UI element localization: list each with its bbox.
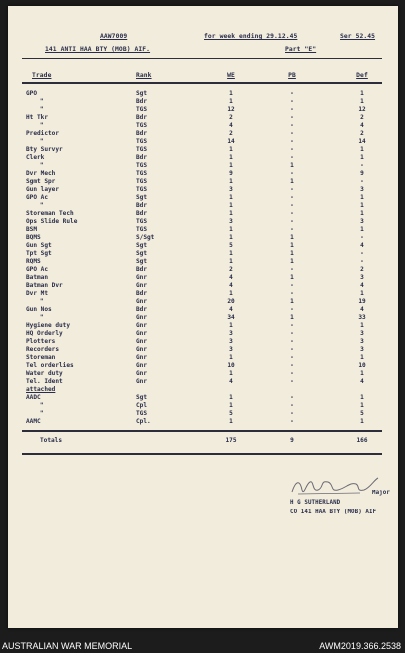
row-pb: -: [290, 170, 294, 177]
row-pb: -: [290, 226, 294, 233]
row-we: 9: [229, 170, 233, 177]
row-rank: Cpl: [136, 402, 148, 409]
row-pb: -: [290, 98, 294, 105]
row-trade: ": [40, 402, 44, 409]
totals-def: 166: [356, 437, 368, 444]
row-pb: -: [290, 266, 294, 273]
row-pb: -: [290, 210, 294, 217]
row-rank: Cpl.: [136, 418, 151, 425]
row-we: 2: [229, 266, 233, 273]
archive-footer: [0, 639, 405, 653]
row-trade: Clerk: [26, 154, 45, 161]
row-trade: ": [40, 410, 44, 417]
row-def: 1: [360, 226, 364, 233]
row-def: 33: [358, 314, 366, 321]
row-def: 1: [360, 146, 364, 153]
row-def: 1: [360, 370, 364, 377]
row-pb: 1: [290, 258, 294, 265]
row-pb: -: [290, 322, 294, 329]
row-rank: Sgt: [136, 242, 148, 249]
column-trade: Trade: [32, 72, 52, 79]
row-pb: -: [290, 394, 294, 401]
table-row: [8, 314, 398, 321]
row-def: 1: [360, 354, 364, 361]
table-row: [8, 402, 398, 409]
table-row: [8, 410, 398, 417]
row-we: 1: [229, 210, 233, 217]
table-row: [8, 258, 398, 265]
row-trade: Bty Survyr: [26, 146, 63, 153]
row-trade: Sgmt Spr: [26, 178, 56, 185]
row-we: 5: [229, 242, 233, 249]
table-row: [8, 122, 398, 129]
row-pb: -: [290, 290, 294, 297]
row-pb: -: [290, 338, 294, 345]
row-we: 1: [229, 322, 233, 329]
row-def: 2: [360, 130, 364, 137]
row-def: 4: [360, 122, 364, 129]
row-rank: Bdr: [136, 98, 148, 105]
row-pb: 1: [290, 314, 294, 321]
row-rank: Bdr: [136, 210, 148, 217]
table-row: [8, 362, 398, 369]
column-rank: Rank: [136, 72, 152, 79]
row-rank: Sgt: [136, 90, 148, 97]
row-trade: HQ Orderly: [26, 330, 63, 337]
table-row: [8, 130, 398, 137]
row-rank: Gnr: [136, 298, 148, 305]
row-def: 1: [360, 202, 364, 209]
table-row: [8, 290, 398, 297]
row-we: 4: [229, 306, 233, 313]
row-pb: -: [290, 418, 294, 425]
serial-number: Ser 52.45: [340, 33, 376, 40]
row-rank: Bdr: [136, 130, 148, 137]
table-row: [8, 218, 398, 225]
row-def: 1: [360, 394, 364, 401]
row-we: 1: [229, 418, 233, 425]
footer-accession: AWM2019.366.2538: [319, 641, 401, 651]
row-rank: Gnr: [136, 282, 148, 289]
row-trade: GPO: [26, 90, 38, 97]
header-rule: [22, 58, 382, 59]
document-page: [8, 6, 398, 628]
table-row: [8, 114, 398, 121]
row-we: 1: [229, 202, 233, 209]
table-row: [8, 338, 398, 345]
row-def: 3: [360, 330, 364, 337]
table-row: [8, 226, 398, 233]
row-we: 3: [229, 346, 233, 353]
row-trade: ": [40, 106, 44, 113]
row-we: 1: [229, 234, 233, 241]
row-def: 12: [358, 106, 366, 113]
row-rank: TGS: [136, 410, 148, 417]
week-ending: for week ending 29.12.45: [204, 33, 298, 40]
row-def: 4: [360, 306, 364, 313]
row-rank: Sgt: [136, 194, 148, 201]
totals-pb: 9: [290, 437, 294, 444]
row-trade: Water duty: [26, 370, 63, 377]
totals-row: [8, 437, 398, 444]
row-def: 1: [360, 290, 364, 297]
row-pb: -: [290, 378, 294, 385]
row-trade: ": [40, 162, 44, 169]
totals-we: 175: [225, 437, 237, 444]
row-trade: attached: [26, 386, 56, 393]
table-row: [8, 242, 398, 249]
row-pb: -: [290, 306, 294, 313]
row-pb: -: [290, 186, 294, 193]
column-we: WE: [227, 72, 235, 79]
row-pb: -: [290, 282, 294, 289]
row-trade: ": [40, 298, 44, 305]
row-def: 3: [360, 186, 364, 193]
row-trade: Batman Dvr: [26, 282, 63, 289]
row-pb: -: [290, 122, 294, 129]
row-we: 1: [229, 98, 233, 105]
footer-institution: AUSTRALIAN WAR MEMORIAL: [2, 641, 133, 651]
row-pb: 1: [290, 250, 294, 257]
row-def: -: [360, 250, 364, 257]
table-row: [8, 418, 398, 425]
row-we: 4: [229, 274, 233, 281]
row-rank: Gnr: [136, 378, 148, 385]
totals-bottom-rule: [22, 453, 382, 455]
row-pb: -: [290, 154, 294, 161]
row-def: 4: [360, 282, 364, 289]
row-pb: -: [290, 138, 294, 145]
table-row: [8, 346, 398, 353]
row-pb: 1: [290, 234, 294, 241]
row-trade: Tel orderlies: [26, 362, 74, 369]
row-rank: Bdr: [136, 154, 148, 161]
table-row: [8, 90, 398, 97]
row-def: 2: [360, 114, 364, 121]
row-trade: Hygiene duty: [26, 322, 71, 329]
table-row: [8, 194, 398, 201]
row-we: 1: [229, 290, 233, 297]
row-rank: TGS: [136, 138, 148, 145]
row-we: 1: [229, 226, 233, 233]
row-we: 1: [229, 178, 233, 185]
row-rank: TGS: [136, 122, 148, 129]
table-row: [8, 378, 398, 385]
row-we: 3: [229, 330, 233, 337]
row-rank: TGS: [136, 170, 148, 177]
row-trade: Gun Sgt: [26, 242, 52, 249]
row-pb: -: [290, 194, 294, 201]
row-pb: -: [290, 90, 294, 97]
table-row: [8, 354, 398, 361]
row-def: 1: [360, 98, 364, 105]
totals-label: Totals: [40, 437, 63, 444]
row-pb: -: [290, 354, 294, 361]
row-pb: -: [290, 218, 294, 225]
row-pb: 1: [290, 178, 294, 185]
row-trade: BSM: [26, 226, 38, 233]
row-pb: 1: [290, 298, 294, 305]
row-pb: 1: [290, 274, 294, 281]
row-trade: ": [40, 314, 44, 321]
row-trade: Recorders: [26, 346, 60, 353]
row-rank: Bdr: [136, 202, 148, 209]
table-row: [8, 234, 398, 241]
row-def: 1: [360, 90, 364, 97]
row-we: 1: [229, 154, 233, 161]
row-trade: ": [40, 122, 44, 129]
row-def: 1: [360, 322, 364, 329]
row-trade: BQMS: [26, 234, 41, 241]
row-rank: Gnr: [136, 346, 148, 353]
table-row: [8, 178, 398, 185]
row-def: -: [360, 178, 364, 185]
row-def: 1: [360, 210, 364, 217]
row-trade: Tpt Sgt: [26, 250, 52, 257]
row-def: 3: [360, 218, 364, 225]
row-trade: Predictor: [26, 130, 60, 137]
row-trade: Gun Nos: [26, 306, 52, 313]
table-row: [8, 274, 398, 281]
row-trade: Storeman Tech: [26, 210, 74, 217]
row-def: 14: [358, 138, 366, 145]
row-we: 2: [229, 114, 233, 121]
part-label: Part "E": [285, 46, 317, 53]
row-pb: -: [290, 330, 294, 337]
row-rank: TGS: [136, 178, 148, 185]
row-rank: Bdr: [136, 290, 148, 297]
row-rank: Bdr: [136, 114, 148, 121]
row-we: 2: [229, 130, 233, 137]
row-we: 1: [229, 370, 233, 377]
row-def: 3: [360, 274, 364, 281]
row-we: 12: [227, 106, 235, 113]
table-row: [8, 386, 398, 393]
row-trade: Tel. Ident: [26, 378, 63, 385]
row-trade: Batman: [26, 274, 49, 281]
table-row: [8, 322, 398, 329]
row-rank: TGS: [136, 162, 148, 169]
row-we: 3: [229, 186, 233, 193]
row-rank: TGS: [136, 218, 148, 225]
row-trade: Plotters: [26, 338, 56, 345]
row-we: 1: [229, 354, 233, 361]
row-def: 1: [360, 194, 364, 201]
row-rank: Gnr: [136, 370, 148, 377]
row-def: 4: [360, 242, 364, 249]
row-trade: Dvr Mech: [26, 170, 56, 177]
row-trade: ": [40, 98, 44, 105]
signatory-name: H G SUTHERLAND: [290, 500, 341, 506]
row-we: 14: [227, 138, 235, 145]
row-we: 10: [227, 362, 235, 369]
row-rank: Sgt: [136, 258, 148, 265]
row-rank: TGS: [136, 226, 148, 233]
row-we: 1: [229, 402, 233, 409]
totals-top-rule: [22, 430, 382, 432]
row-we: 1: [229, 394, 233, 401]
row-trade: Dvr Mt: [26, 290, 49, 297]
row-def: 1: [360, 402, 364, 409]
row-rank: Gnr: [136, 354, 148, 361]
row-we: 1: [229, 162, 233, 169]
table-row: [8, 146, 398, 153]
table-row: [8, 154, 398, 161]
row-we: 20: [227, 298, 235, 305]
table-row: [8, 98, 398, 105]
row-rank: Gnr: [136, 330, 148, 337]
row-pb: -: [290, 346, 294, 353]
row-pb: -: [290, 146, 294, 153]
row-rank: Gnr: [136, 314, 148, 321]
row-rank: TGS: [136, 106, 148, 113]
row-we: 4: [229, 378, 233, 385]
document-ref: AAW7009: [100, 33, 128, 40]
row-def: 5: [360, 410, 364, 417]
row-we: 3: [229, 338, 233, 345]
row-def: 9: [360, 170, 364, 177]
table-row: [8, 370, 398, 377]
row-we: 4: [229, 282, 233, 289]
row-rank: TGS: [136, 186, 148, 193]
row-def: 1: [360, 418, 364, 425]
row-rank: Gnr: [136, 274, 148, 281]
row-trade: Storeman: [26, 354, 56, 361]
table-row: [8, 394, 398, 401]
row-we: 3: [229, 218, 233, 225]
row-we: 1: [229, 250, 233, 257]
row-rank: S/Sgt: [136, 234, 155, 241]
row-pb: -: [290, 410, 294, 417]
row-trade: Ops Slide Rule: [26, 218, 78, 225]
row-trade: GPO Ac: [26, 194, 49, 201]
row-pb: -: [290, 130, 294, 137]
row-we: 1: [229, 146, 233, 153]
row-rank: Sgt: [136, 394, 148, 401]
row-def: -: [360, 234, 364, 241]
table-row: [8, 330, 398, 337]
row-def: 10: [358, 362, 366, 369]
row-pb: -: [290, 202, 294, 209]
row-rank: Sgt: [136, 250, 148, 257]
signatory-title: CO 141 HAA BTY (MOB) AIF: [290, 509, 377, 515]
row-trade: GPO Ac: [26, 266, 49, 273]
table-row: [8, 106, 398, 113]
row-we: 5: [229, 410, 233, 417]
row-pb: -: [290, 402, 294, 409]
table-row: [8, 250, 398, 257]
row-pb: 1: [290, 162, 294, 169]
column-pb: PB: [288, 72, 296, 79]
row-we: 1: [229, 258, 233, 265]
signatory-rank: Major: [372, 490, 390, 496]
row-def: -: [360, 162, 364, 169]
row-pb: -: [290, 370, 294, 377]
row-pb: -: [290, 362, 294, 369]
table-row: [8, 202, 398, 209]
row-trade: Ht Tkr: [26, 114, 49, 121]
row-def: 3: [360, 338, 364, 345]
row-def: 3: [360, 346, 364, 353]
row-def: 1: [360, 154, 364, 161]
row-we: 1: [229, 90, 233, 97]
row-rank: Gnr: [136, 338, 148, 345]
row-trade: AAMC: [26, 418, 41, 425]
table-row: [8, 210, 398, 217]
row-trade: ": [40, 202, 44, 209]
row-trade: RQMS: [26, 258, 41, 265]
table-row: [8, 138, 398, 145]
row-trade: ": [40, 138, 44, 145]
table-row: [8, 298, 398, 305]
row-we: 1: [229, 194, 233, 201]
row-trade: Gun layer: [26, 186, 60, 193]
row-pb: 1: [290, 242, 294, 249]
row-def: 4: [360, 378, 364, 385]
row-pb: -: [290, 114, 294, 121]
unit-name: 141 ANTI HAA BTY (MOB) AIF.: [45, 46, 151, 53]
table-row: [8, 170, 398, 177]
row-we: 34: [227, 314, 235, 321]
row-we: 4: [229, 122, 233, 129]
row-rank: Gnr: [136, 322, 148, 329]
row-pb: -: [290, 106, 294, 113]
table-row: [8, 306, 398, 313]
row-rank: Bdr: [136, 306, 148, 313]
row-rank: Gnr: [136, 362, 148, 369]
table-row: [8, 266, 398, 273]
table-row: [8, 186, 398, 193]
table-row: [8, 282, 398, 289]
column-header-rule: [22, 82, 382, 84]
row-def: -: [360, 258, 364, 265]
row-rank: TGS: [136, 146, 148, 153]
table-row: [8, 162, 398, 169]
row-def: 2: [360, 266, 364, 273]
column-def: Def: [356, 72, 368, 79]
row-rank: Bdr: [136, 266, 148, 273]
row-trade: AADC: [26, 394, 41, 401]
row-def: 19: [358, 298, 366, 305]
